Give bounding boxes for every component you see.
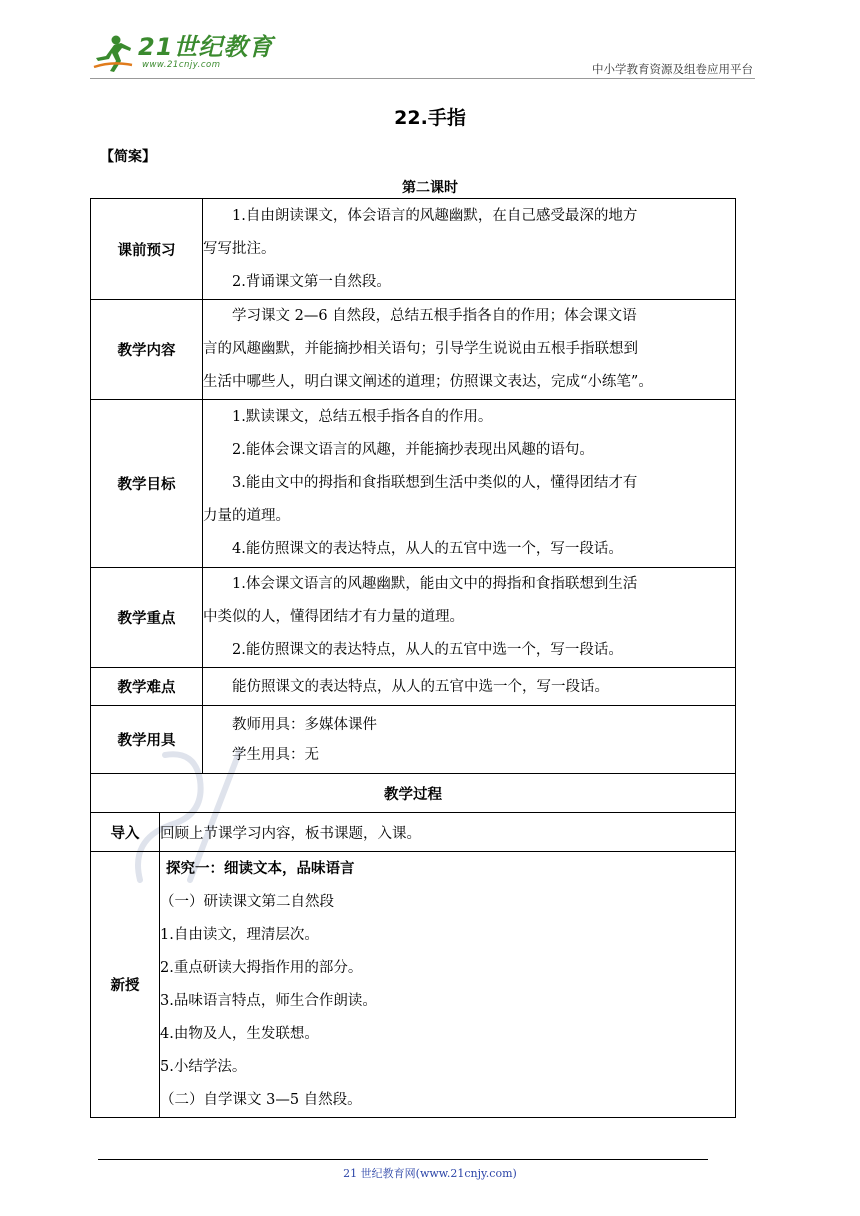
label-preview: 课前预习 — [91, 199, 203, 300]
row-content — [91, 300, 736, 400]
key-item-1: 1.体会课文语言的风趣幽默，能由文中的拇指和食指联想到生活 — [232, 576, 638, 592]
goal-3: 3.能由文中的拇指和食指联想到生活中类似的人，懂得团结才有 — [232, 475, 638, 491]
content-new — [160, 852, 736, 1118]
runner-logo-icon — [92, 34, 136, 74]
row-preview — [91, 199, 736, 300]
key-item-2: 2.能仿照课文的表达特点，从人的五官中选一个，写一段话。 — [232, 642, 623, 658]
page-header — [90, 30, 755, 80]
logo-sub-text: www.21cnjy.com — [142, 60, 221, 70]
row-new — [91, 852, 736, 1118]
logo — [92, 34, 273, 74]
content-difficult — [203, 668, 736, 706]
difficult-text: 能仿照课文的表达特点，从人的五官中选一个，写一段话。 — [232, 678, 609, 695]
new-subheading-1: （一）研读课文第二自然段 — [160, 893, 334, 910]
content-line-1: 学习课文 2—6 自然段，总结五根手指各自的作用；体会课文语 — [232, 308, 637, 324]
content-goals — [203, 400, 736, 568]
logo-main-text: 21世纪教育 — [138, 33, 274, 61]
content-line-2: 言的风趣幽默，并能摘抄相关语句；引导学生说说由五根手指联想到 — [203, 341, 638, 357]
footer-text: 21 世纪教育网(www.21cnjy.com) — [343, 1167, 517, 1180]
lesson-label: 第二课时 — [402, 180, 458, 196]
student-tools: 学生用具：无 — [232, 746, 319, 763]
preview-item-1: 1.自由朗读课文，体会语言的风趣幽默，在自己感受最深的地方 — [232, 207, 638, 224]
new-heading: 探究一：细读文本，品味语言 — [166, 860, 355, 877]
header-divider — [90, 78, 755, 79]
content-content — [203, 300, 736, 400]
label-difficult: 教学难点 — [91, 668, 203, 706]
new-step-1: 1.自由读文，理清层次。 — [160, 926, 319, 943]
content-key — [203, 568, 736, 668]
section-label: 【简案】 — [100, 149, 156, 165]
new-subheading-2: （二）自学课文 3—5 自然段。 — [160, 1091, 362, 1108]
process-heading: 教学过程 — [91, 774, 736, 813]
footer-divider — [98, 1159, 708, 1160]
content-line-3: 生活中哪些人，明白课文阐述的道理；仿照课文表达，完成“小练笔”。 — [203, 374, 653, 390]
label-tools: 教学用具 — [91, 706, 203, 774]
label-intro: 导入 — [91, 813, 160, 852]
goal-2: 2.能体会课文语言的风趣，并能摘抄表现出风趣的语句。 — [232, 442, 594, 458]
row-key — [91, 568, 736, 668]
label-content: 教学内容 — [91, 300, 203, 400]
content-tools — [203, 706, 736, 774]
label-goals: 教学目标 — [91, 400, 203, 568]
goal-1: 1.默读课文，总结五根手指各自的作用。 — [232, 409, 493, 425]
preview-item-2: 2.背诵课文第一自然段。 — [232, 273, 391, 290]
label-key: 教学重点 — [91, 568, 203, 668]
document-title: 22.手指 — [394, 107, 466, 129]
preview-item-1-cont: 写写批注。 — [203, 240, 276, 257]
new-step-2: 2.重点研读大拇指作用的部分。 — [160, 959, 363, 976]
row-process-heading — [91, 774, 736, 813]
new-step-4: 4.由物及人，生发联想。 — [160, 1025, 319, 1042]
row-intro — [91, 813, 736, 852]
content-preview — [203, 199, 736, 300]
goal-4: 4.能仿照课文的表达特点，从人的五官中选一个，写一段话。 — [232, 541, 623, 557]
row-tools — [91, 706, 736, 774]
goal-3-cont: 力量的道理。 — [203, 508, 290, 524]
intro-text: 回顾上节课学习内容，板书课题，入课。 — [160, 813, 736, 852]
teacher-tools: 教师用具：多媒体课件 — [232, 716, 377, 733]
label-new: 新授 — [91, 852, 160, 1118]
platform-text: 中小学教育资源及组卷应用平台 — [592, 62, 753, 76]
new-step-5: 5.小结学法。 — [160, 1058, 247, 1075]
lesson-plan-table — [90, 198, 736, 1118]
new-step-3: 3.品味语言特点，师生合作朗读。 — [160, 992, 377, 1009]
key-item-1-cont: 中类似的人，懂得团结才有力量的道理。 — [203, 609, 464, 625]
row-goals — [91, 400, 736, 568]
row-difficult — [91, 668, 736, 706]
